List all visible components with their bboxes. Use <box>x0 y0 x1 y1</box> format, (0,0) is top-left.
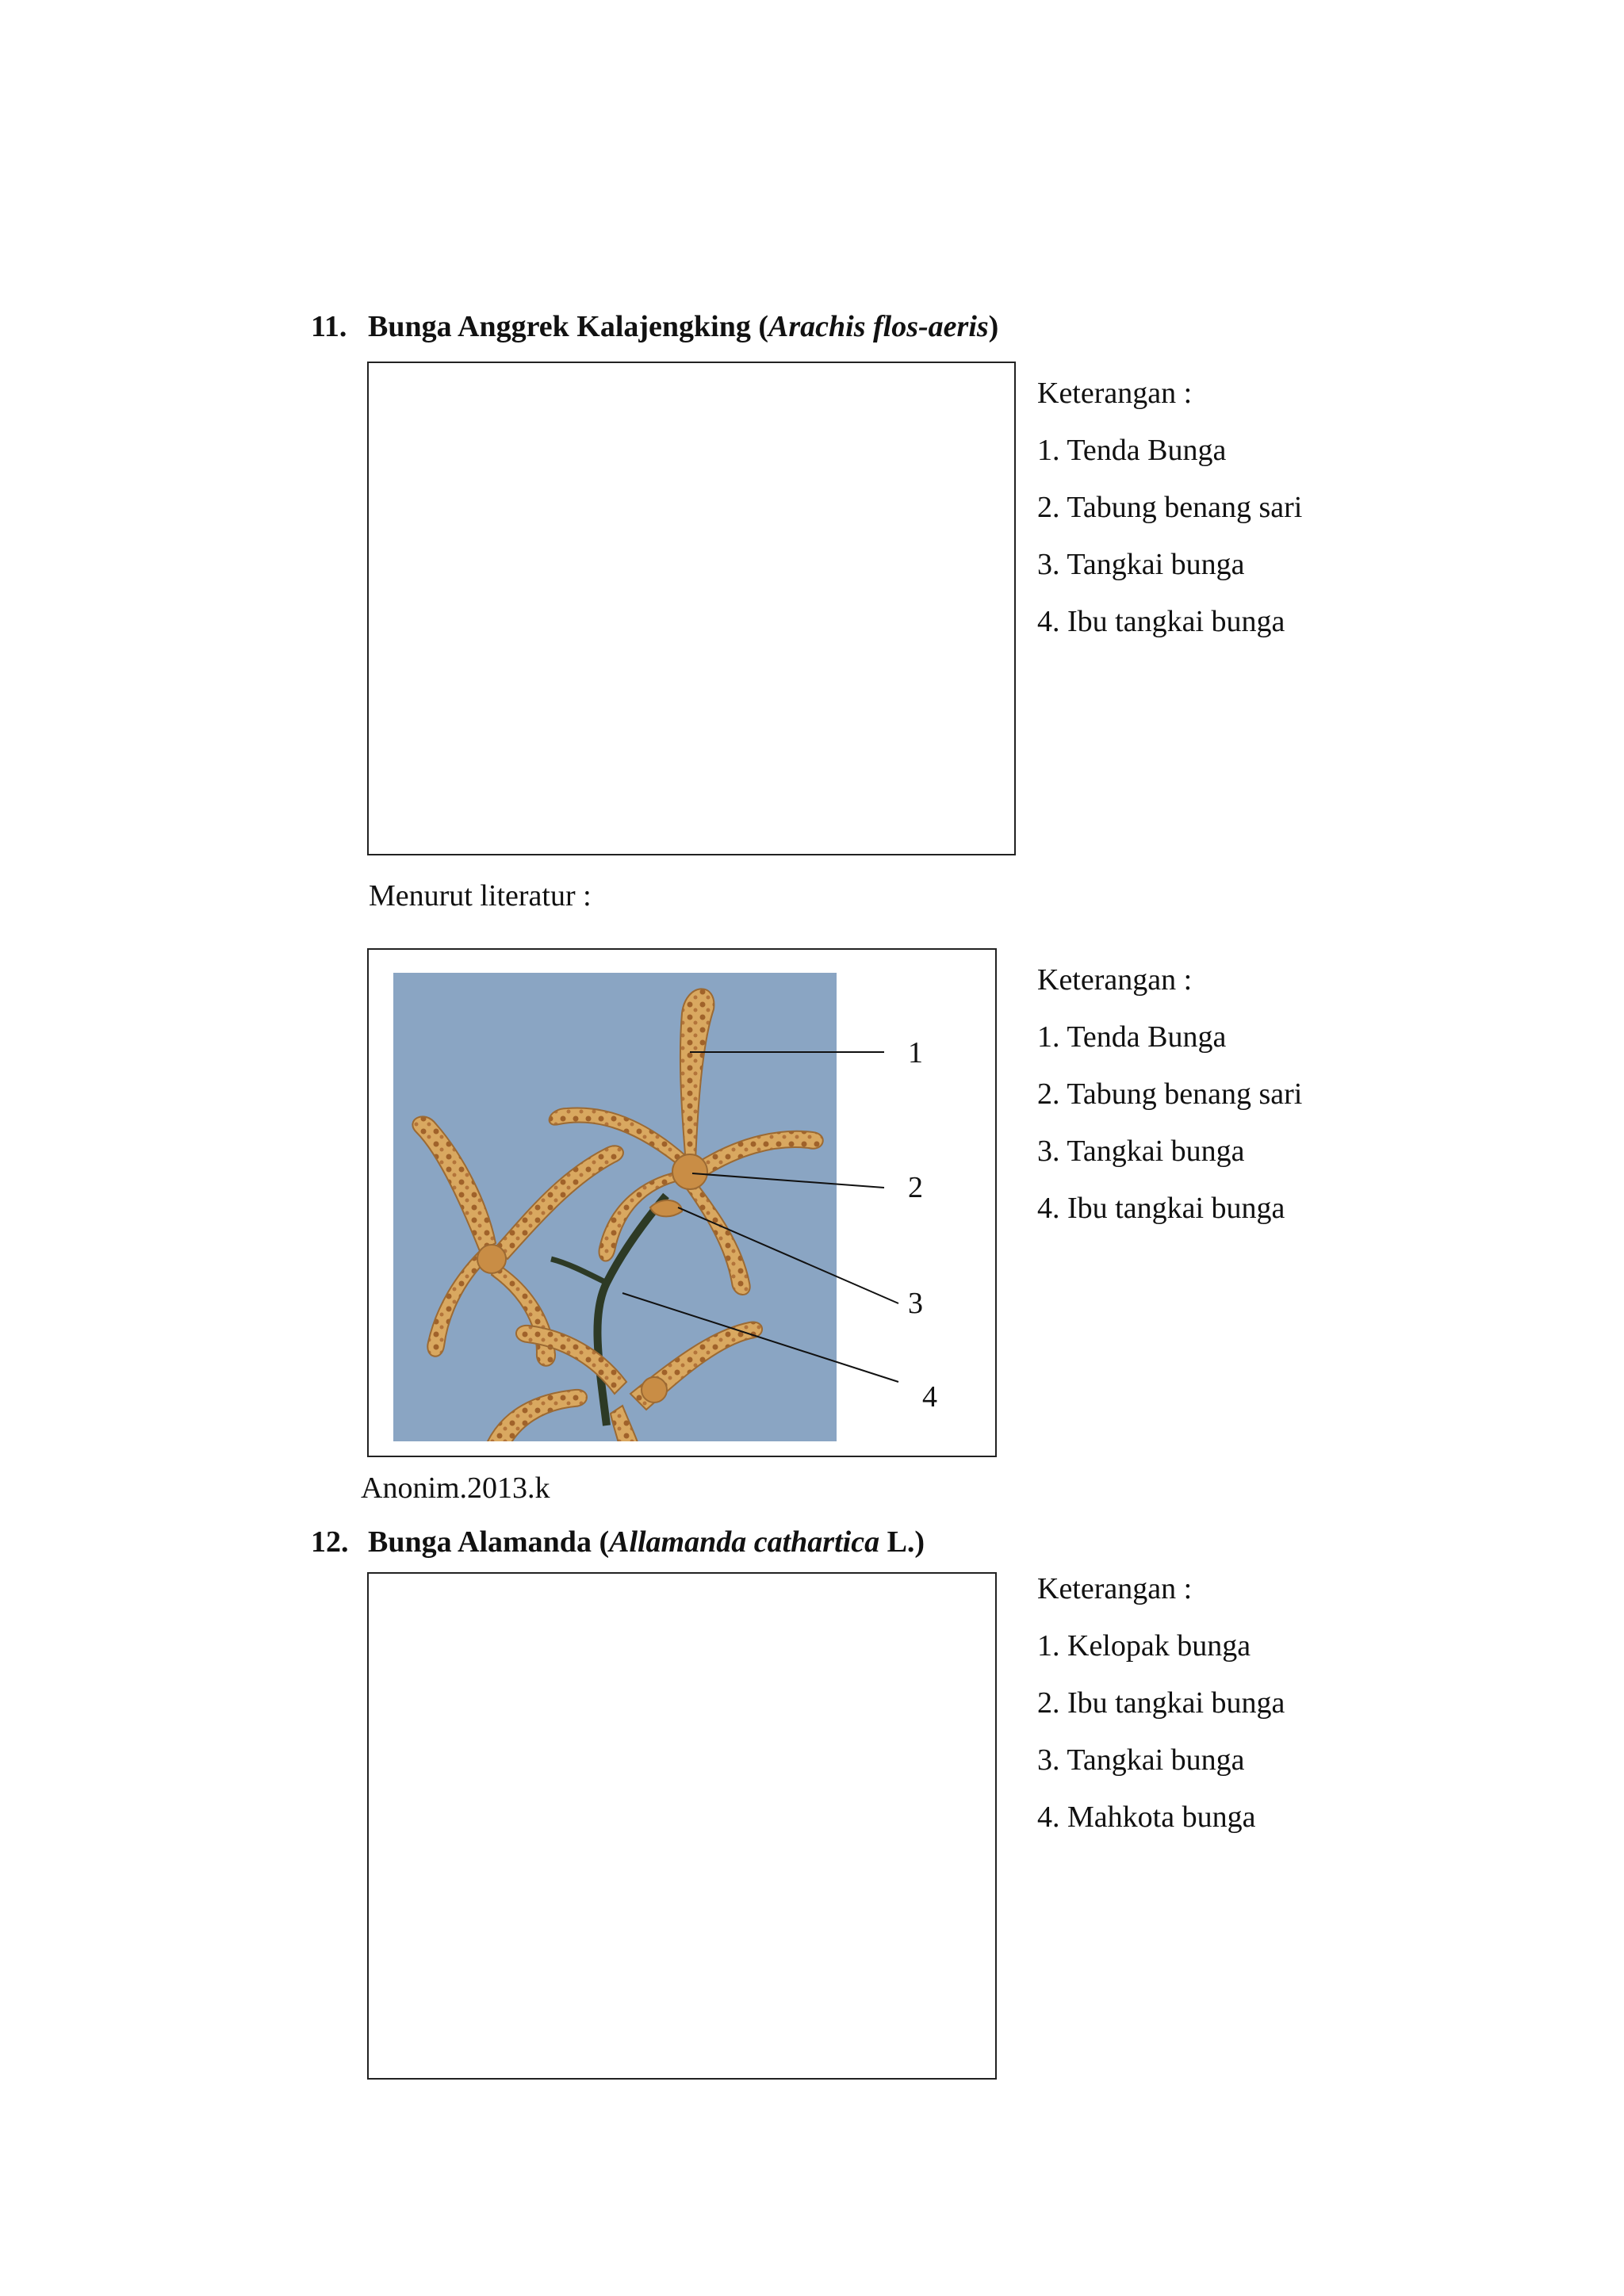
legend-item: 2. Tabung benang sari <box>1037 491 1303 524</box>
section-11-number: 11. <box>311 310 347 343</box>
legend-item: 1. Kelopak bunga <box>1037 1629 1251 1663</box>
section-11-title: Bunga Anggrek Kalajengking ( <box>368 310 769 343</box>
section-12-heading <box>311 1525 925 1559</box>
legend-item: 2. Ibu tangkai bunga <box>1037 1686 1285 1720</box>
legend-item: 4. Ibu tangkai bunga <box>1037 1192 1285 1225</box>
legend-title: Keterangan : <box>1037 377 1193 410</box>
callout-number-1: 1 <box>908 1036 923 1070</box>
callout-number-3: 3 <box>908 1287 923 1320</box>
legend-item: 3. Tangkai bunga <box>1037 1743 1245 1777</box>
section-11-title-suffix: ) <box>988 310 999 343</box>
section-12-scientific-name: Allamanda cathartica <box>609 1525 880 1559</box>
section-12-title: Bunga Alamanda ( <box>368 1525 610 1559</box>
literature-figure-box <box>367 948 997 1457</box>
orchid-photo <box>369 950 995 1456</box>
legend-item: 1. Tenda Bunga <box>1037 1020 1227 1054</box>
legend-item: 4. Ibu tangkai bunga <box>1037 605 1285 638</box>
legend-item: 3. Tangkai bunga <box>1037 1135 1245 1168</box>
photo-credit: Anonim.2013.k <box>361 1471 550 1505</box>
legend-item: 3. Tangkai bunga <box>1037 548 1245 581</box>
section-11-heading <box>311 309 998 344</box>
legend-item: 2. Tabung benang sari <box>1037 1077 1303 1111</box>
drawing-box-12 <box>367 1572 997 2080</box>
callout-number-4: 4 <box>922 1380 937 1414</box>
drawing-box-11 <box>367 362 1016 855</box>
section-12-number: 12. <box>311 1525 349 1559</box>
legend-12 <box>1037 1560 1285 1846</box>
callout-number-2: 2 <box>908 1171 923 1204</box>
legend-title: Keterangan : <box>1037 1572 1193 1605</box>
legend-title: Keterangan : <box>1037 963 1193 997</box>
legend-item: 1. Tenda Bunga <box>1037 434 1227 467</box>
legend-11 <box>1037 365 1302 650</box>
section-11-scientific-name: Arachis flos-aeris <box>768 310 989 343</box>
literature-label: Menurut literatur : <box>369 879 592 913</box>
legend-item: 4. Mahkota bunga <box>1037 1800 1256 1834</box>
section-12-title-suffix: L.) <box>879 1525 925 1559</box>
literature-legend <box>1037 951 1302 1237</box>
